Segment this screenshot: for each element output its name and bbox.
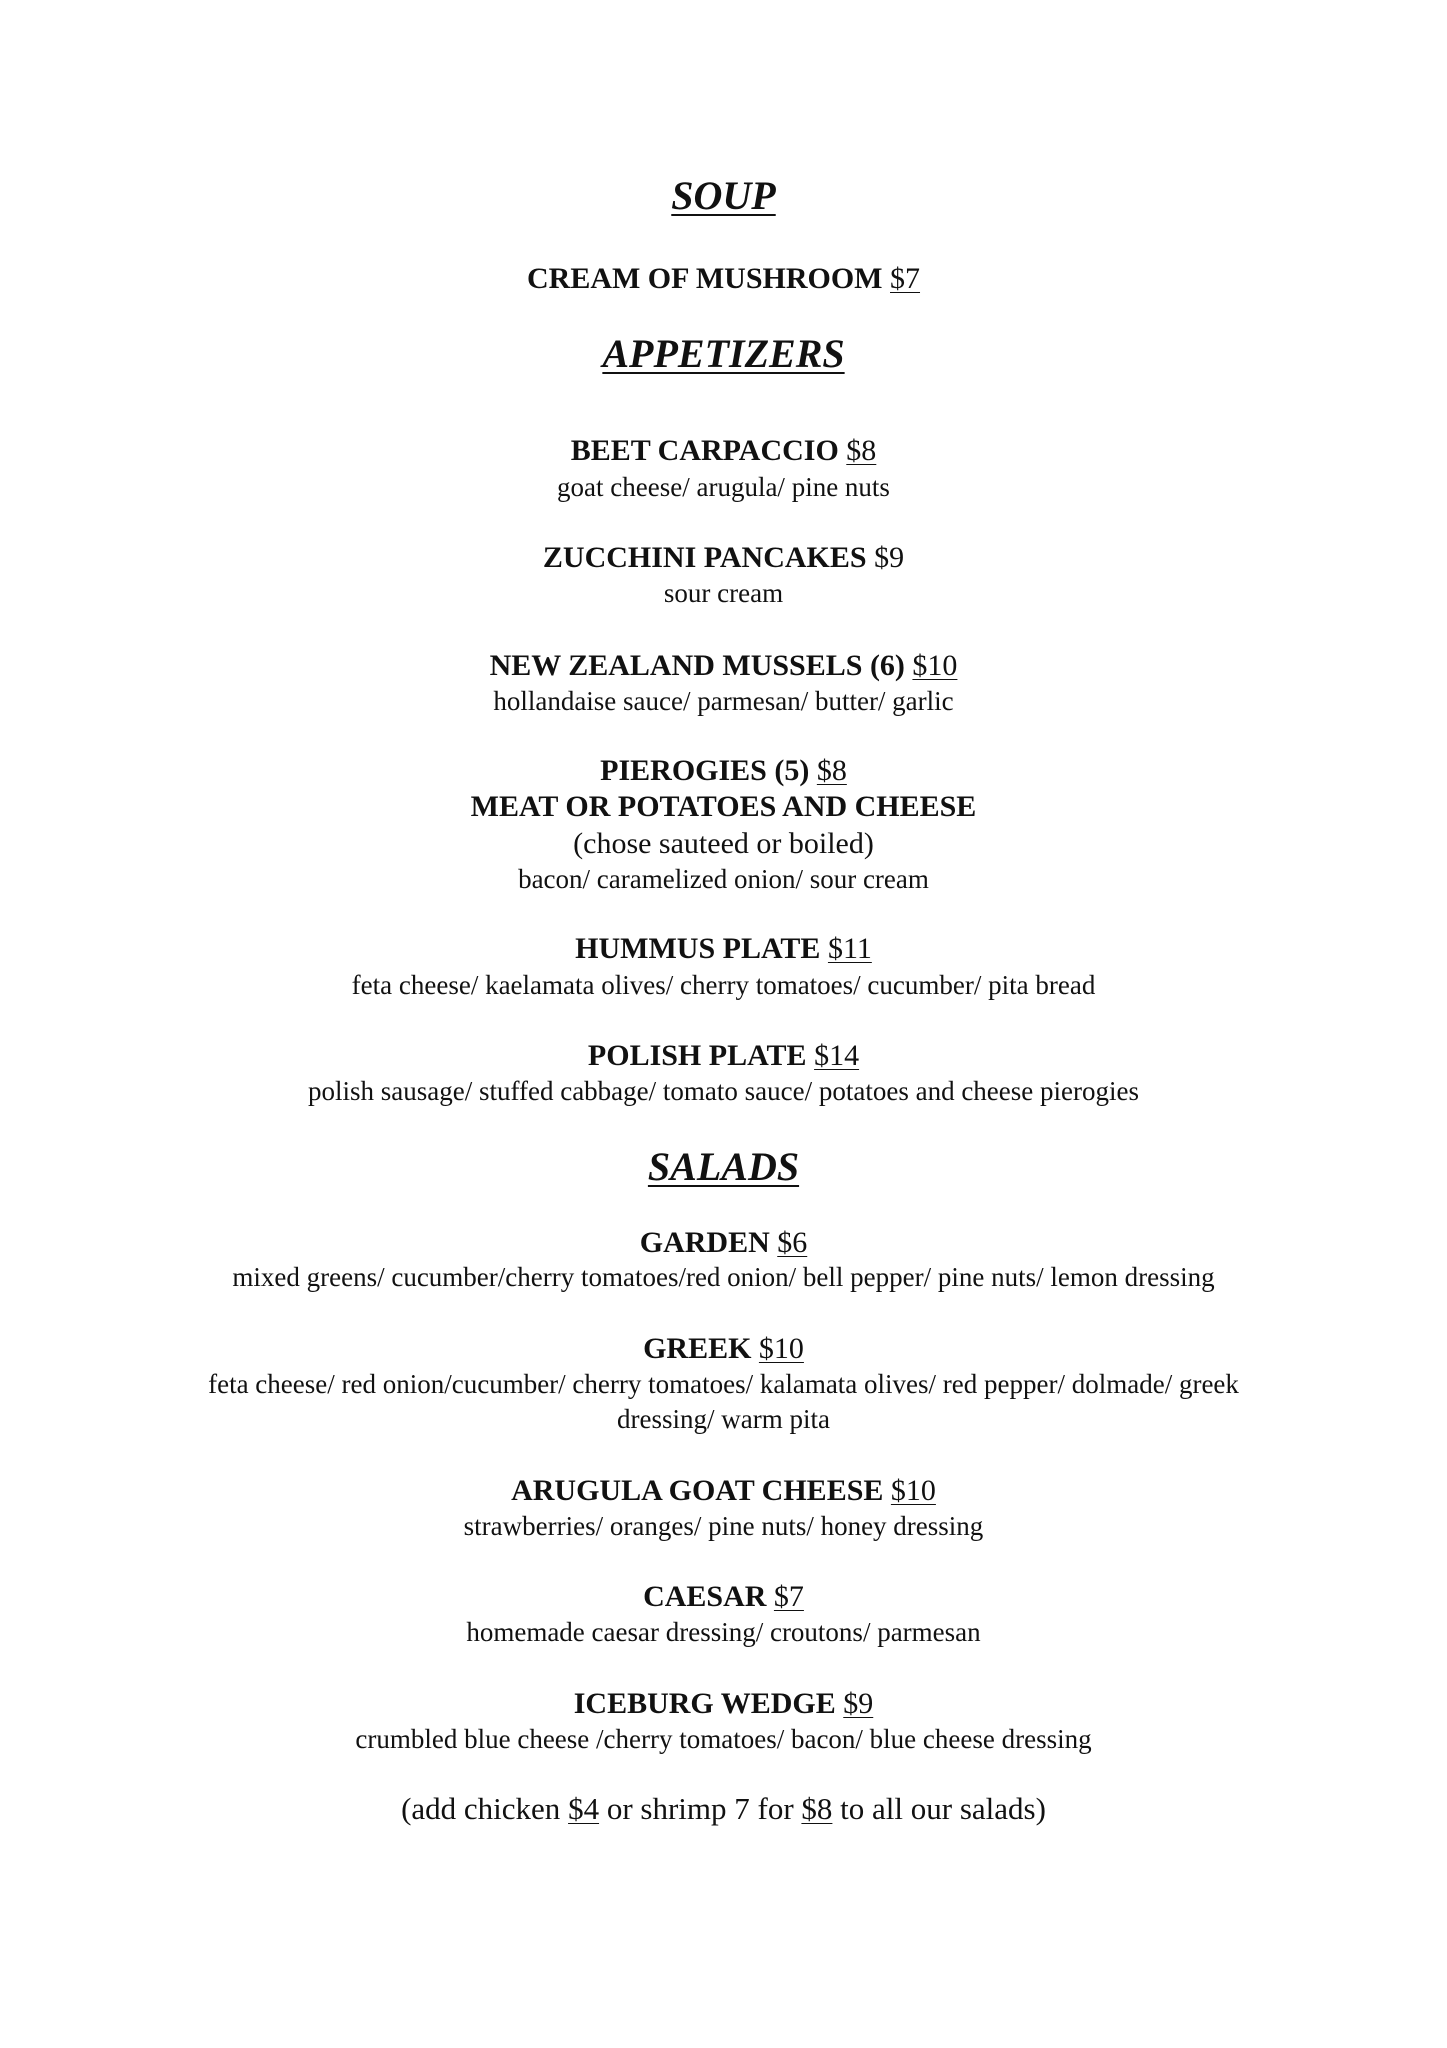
item-price: $9 (874, 541, 905, 574)
appetizers-heading: APPETIZERS (602, 331, 845, 376)
item-name: BEET CARPACCIO (570, 434, 839, 467)
item-name: POLISH PLATE (587, 1039, 807, 1072)
item-name: NEW ZEALAND MUSSELS (6) (489, 649, 905, 682)
menu-item-iceburg-wedge (0, 1689, 1447, 1719)
menu-item-polish-plate (0, 1041, 1447, 1071)
item-name: ICEBURG WEDGE (573, 1687, 836, 1720)
addon-chicken-price: $4 (568, 1791, 600, 1826)
item-name: PIEROGIES (5) (600, 754, 810, 787)
addon-shrimp-price: $8 (801, 1791, 833, 1826)
item-description: goat cheese/ arugula/ pine nuts (557, 472, 890, 502)
item-option: (chose sauteed or boiled) (573, 827, 874, 860)
item-name: ZUCCHINI PANCAKES (542, 541, 867, 574)
item-price: $7 (773, 1580, 804, 1613)
addon-text: or shrimp 7 for (606, 1791, 794, 1826)
item-price: $14 (814, 1039, 860, 1072)
item-description: polish sausage/ stuffed cabbage/ tomato sauce/ potatoes and cheese pierogies (308, 1076, 1139, 1106)
item-description-continued: dressing/ warm pita (617, 1404, 830, 1434)
item-description: hollandaise sauce/ parmesan/ butter/ garlic (493, 686, 954, 716)
item-price: $10 (758, 1332, 804, 1365)
item-name: GREEK (643, 1332, 752, 1365)
item-price: $8 (816, 754, 847, 787)
item-price: $7 (890, 262, 921, 295)
item-name: ARUGULA GOAT CHEESE (511, 1474, 884, 1507)
menu-item-arugula-goat-cheese (0, 1476, 1447, 1506)
menu-item-new-zealand-mussels (0, 651, 1447, 681)
item-price: $8 (846, 434, 877, 467)
addon-text: (add chicken (401, 1791, 561, 1826)
item-price: $9 (843, 1687, 874, 1720)
item-price: $10 (912, 649, 958, 682)
item-name: CAESAR (643, 1580, 767, 1613)
item-description: crumbled blue cheese /cherry tomatoes/ bacon/ blue cheese dressing (355, 1724, 1092, 1754)
menu-item-pierogies (0, 756, 1447, 786)
item-price: $11 (827, 932, 872, 965)
item-description: mixed greens/ cucumber/cherry tomatoes/red onion/ bell pepper/ pine nuts/ lemon dressing (232, 1262, 1215, 1292)
item-price: $10 (890, 1474, 936, 1507)
menu-item-cream-of-mushroom (0, 264, 1447, 294)
soup-heading: SOUP (671, 173, 776, 218)
addon-text: to all our salads) (840, 1791, 1046, 1826)
item-name: HUMMUS PLATE (575, 932, 821, 965)
item-name: CREAM OF MUSHROOM (526, 262, 883, 295)
item-description: feta cheese/ kaelamata olives/ cherry tomatoes/ cucumber/ pita bread (351, 970, 1096, 1000)
menu-item-caesar (0, 1582, 1447, 1612)
menu-item-garden (0, 1228, 1447, 1258)
salads-heading: SALADS (647, 1144, 800, 1189)
menu-item-hummus-plate (0, 934, 1447, 964)
menu-item-greek (0, 1334, 1447, 1364)
item-description: homemade caesar dressing/ croutons/ parmesan (466, 1617, 981, 1647)
item-description: feta cheese/ red onion/cucumber/ cherry tomatoes/ kalamata olives/ red pepper/ dolmade/ greek (208, 1369, 1239, 1399)
menu-item-beet-carpaccio (0, 436, 1447, 466)
item-description: bacon/ caramelized onion/ sour cream (518, 864, 929, 894)
salad-addon-note (0, 1793, 1447, 1824)
item-name: GARDEN (639, 1226, 770, 1259)
item-description: sour cream (663, 578, 784, 608)
item-price: $6 (777, 1226, 808, 1259)
item-description: strawberries/ oranges/ pine nuts/ honey dressing (463, 1511, 984, 1541)
item-subtitle: MEAT OR POTATOES AND CHEESE (470, 790, 977, 823)
menu-item-zucchini-pancakes (0, 543, 1447, 573)
